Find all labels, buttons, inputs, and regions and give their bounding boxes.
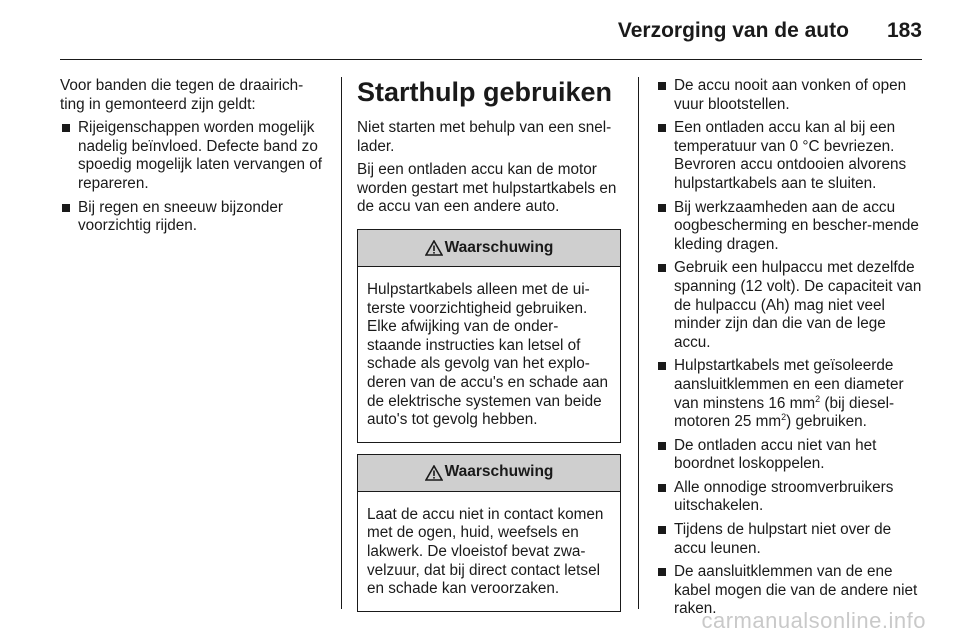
warning-title: Waarschuwing	[444, 238, 554, 256]
tire-bullet-list	[60, 119, 324, 236]
list-item: Alle onnodige stroomverbruikers uitschakelen.	[656, 479, 922, 516]
list-item: De aansluitklemmen van de ene kabel mogen die van de andere niet raken.	[656, 563, 922, 619]
list-item: Gebruik een hulpaccu met dezelfde spanning (12 volt). De capaciteit van de hulpaccu (Ah) mag niet veel minder zijn dan die van de lege accu.	[656, 259, 922, 352]
column-right	[656, 77, 922, 624]
list-item: De ontladen accu niet van het boordnet loskoppelen.	[656, 437, 922, 474]
section-heading: Starthulp gebruiken	[357, 77, 613, 107]
page-number: 183	[886, 19, 922, 42]
list-item: Bij werkzaamheden aan de accu oogbescherming en bescher-mende kleding dragen.	[656, 199, 922, 255]
list-item: Bij regen en sneeuw bijzonder voorzichtig rijden.	[60, 199, 324, 236]
warning-text: Laat de accu niet in contact komen met de ogen, huid, weefsels en lakwerk. De vloeistof bevat zwa-velzuur, dat bij direct contact letsel en schade kan veroorzaken.	[367, 505, 604, 598]
warning-box	[357, 454, 621, 612]
jump-start-bullet-list	[656, 77, 922, 619]
list-item: De accu nooit aan vonken of open vuur blootstellen.	[656, 77, 922, 114]
list-item: Een ontladen accu kan al bij een temperatuur van 0 °C bevriezen. Bevroren accu ontdooien alvorens hulpstartkabels aan te sluiten.	[656, 119, 922, 193]
watermark: carmanualsonline.info	[701, 608, 926, 633]
paragraph: Bij een ontladen accu kan de motor worden gestart met hulpstartkabels en de accu van een andere auto.	[357, 161, 617, 216]
warning-header	[358, 455, 620, 492]
warning-triangle-icon	[425, 240, 443, 256]
list-item	[656, 357, 922, 431]
column-divider	[638, 77, 639, 609]
paragraph: Niet starten met behulp van een snel-lader.	[357, 119, 612, 155]
warning-box	[357, 229, 621, 443]
column-middle	[357, 77, 621, 612]
column-left	[60, 77, 324, 241]
cable-text-b: (bij diesel-motoren 25 mm	[674, 394, 895, 431]
header-rule	[60, 59, 922, 60]
list-item: Tijdens de hulpstart niet over de accu leunen.	[656, 521, 922, 558]
column-divider	[341, 77, 342, 609]
warning-header	[358, 230, 620, 267]
warning-text: Hulpstartkabels alleen met de ui-terste voorzichtigheid gebruiken. Elke afwijking van de onder-staande instructies kan letsel of schade als gevolg van het explo-deren van de accu's en schade aan de elektrische systemen van beide auto's tot gevolg hebben.	[367, 280, 609, 429]
cable-text-a: Hulpstartkabels met geïsoleerde aansluitklemmen en een diameter van minstens 16 mm	[674, 357, 904, 412]
list-item: Rijeigenschappen worden mogelijk nadelig beïnvloed. Defecte band zo spoedig mogelijk laten vervangen of repareren.	[60, 119, 324, 193]
superscript: 2	[815, 393, 821, 404]
section-title: Verzorging van de auto	[617, 19, 849, 42]
cable-text-c: ) gebruiken.	[786, 413, 867, 431]
page-header	[60, 16, 922, 46]
warning-title: Waarschuwing	[444, 463, 554, 481]
superscript: 2	[781, 412, 787, 423]
intro-paragraph: Voor banden die tegen de draairich-ting in gemonteerd zijn geldt:	[60, 77, 304, 113]
warning-triangle-icon	[425, 465, 443, 481]
